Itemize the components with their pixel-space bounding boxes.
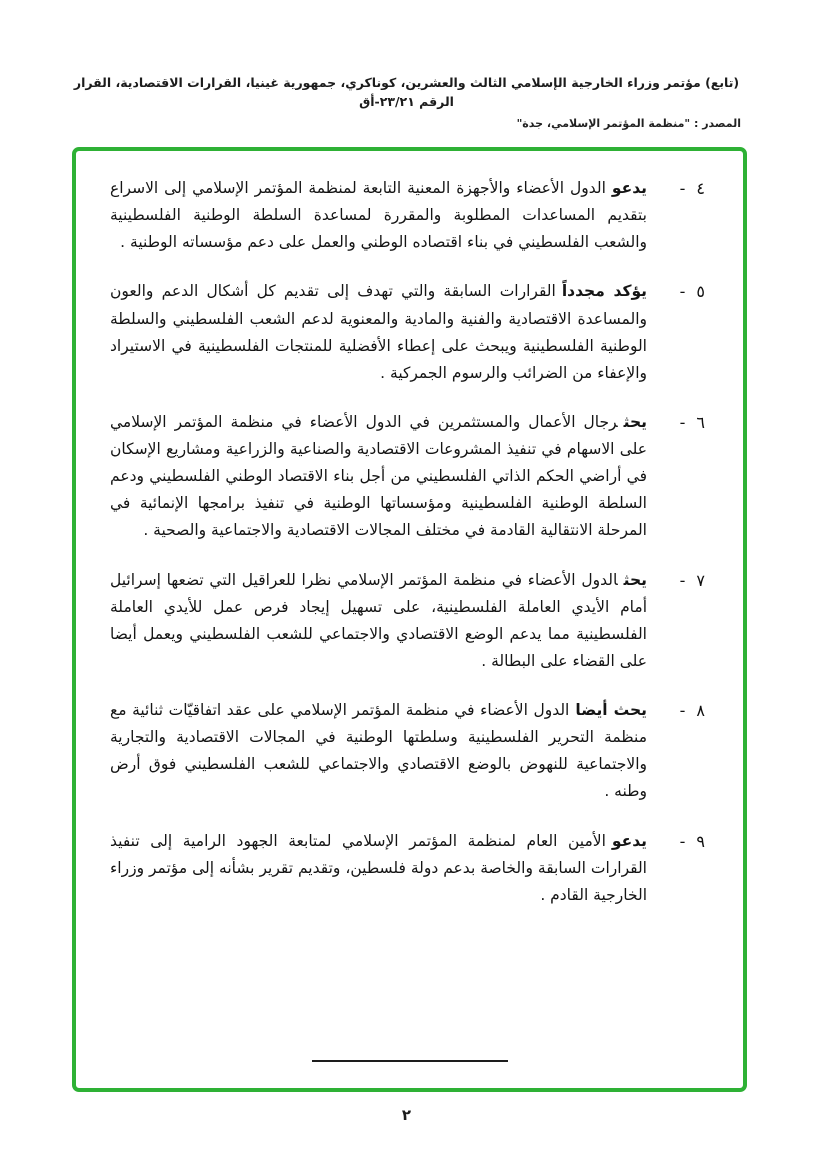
- item-number: [647, 409, 705, 545]
- number-dash: -: [679, 701, 686, 720]
- item-number-value: ٩: [696, 831, 705, 851]
- page-number: ٢: [401, 1106, 412, 1124]
- item-number-value: ٦: [696, 412, 705, 432]
- item-number-value: ٥: [696, 282, 705, 302]
- footnote-separator: [312, 1060, 508, 1062]
- item-text: [110, 409, 647, 545]
- item-body-text: الدول الأعضاء في منظمة المؤتمر الإسلامي على عقد اتفاقيّات ثنائية مع منظمة التحرير الفلسطينية وسلطتها الوطنية في المجالات الاقتصادية والتجارية والاجتماعية للنهوض بالوضع الاقتصادي والاجتماعي للشعب الفلسطيني فوق أرض وطنه .: [110, 701, 647, 801]
- number-dash: -: [679, 282, 686, 302]
- item-number-value: ٧: [696, 570, 705, 590]
- resolution-item-8: [110, 697, 705, 806]
- item-number: [647, 567, 705, 676]
- header-title: (تابع) مؤتمر وزراء الخارجية الإسلامي الثالث والعشرين، كوناكري، جمهورية غينيا، القرارات الاقتصادية، القرار الرقم ٢٣/٢١-أق: [73, 75, 740, 109]
- item-number: [647, 697, 705, 806]
- item-lead-word: يحث: [623, 570, 647, 589]
- item-text: [110, 175, 647, 256]
- item-number: [647, 278, 705, 387]
- item-lead-word: يدعو: [611, 831, 647, 850]
- number-dash: -: [679, 412, 686, 432]
- item-body-text: الدول الأعضاء في منظمة المؤتمر الإسلامي نظرا للعراقيل التي تضعها إسرائيل أمام الأيدي العاملة الفلسطينية، على تسهيل إيجاد فرص عمل للأيدي العاملة الفلسطينية مما يدعم الوضع الاقتصادي والاجتماعي للشعب الفلسطيني ويعمل أيضا على القضاء على البطالة .: [110, 570, 647, 670]
- document-header: [68, 74, 745, 130]
- item-number-value: ٤: [696, 179, 705, 198]
- item-body-text: الأمين العام لمنظمة المؤتمر الإسلامي لمتابعة الجهود الرامية إلى تنفيذ القرارات السابقة والخاصة بدعم دولة فلسطين، وتقديم تقرير بشأنه إلى مؤتمر وزراء الخارجية القادم .: [110, 831, 647, 904]
- number-dash: -: [679, 831, 686, 851]
- item-text: [110, 278, 647, 387]
- number-dash: -: [679, 570, 686, 590]
- resolution-item-7: [110, 567, 705, 676]
- number-dash: -: [679, 179, 686, 198]
- item-number: [647, 828, 705, 909]
- item-lead-word: يحث: [623, 412, 647, 431]
- item-number: [647, 175, 705, 256]
- resolution-item-5: [110, 278, 705, 387]
- item-lead-word: يدعو: [611, 179, 647, 197]
- resolution-item-6: [110, 409, 705, 545]
- item-text: [110, 828, 647, 909]
- item-lead-word: يؤكد مجدداً: [561, 282, 647, 301]
- item-text: [110, 697, 647, 806]
- item-text: [110, 567, 647, 676]
- item-lead-word: يحث أيضا: [575, 701, 647, 719]
- item-body-text: الدول الأعضاء والأجهزة المعنية التابعة لمنظمة المؤتمر الإسلامي إلى الاسراع بتقديم المساعدات المطلوبة والمقررة لمساعدة السلطة الوطنية الفلسطينية والشعب الفلسطيني في بناء اقتصاده الوطني والعمل على دعم مؤسساته الوطنية .: [110, 179, 647, 252]
- header-source: المصدر : "منظمة المؤتمر الإسلامي، جدة": [516, 116, 741, 130]
- item-number-value: ٨: [696, 701, 705, 720]
- content-frame: [72, 147, 747, 1092]
- resolution-item-4: [110, 175, 705, 256]
- item-body-text: رجال الأعمال والمستثمرين في الدول الأعضاء في منظمة المؤتمر الإسلامي على الاسهام في تنفيذ المشروعات الاقتصادية والصناعية والزراعية ومشاريع الإسكان في أراضي الحكم الذاتي الفلسطيني من أجل بناء الاقتصاد الوطني الفلسطيني ودعم السلطة الوطنية الفلسطينية ومؤسساتها الوطنية في تنفيذ برامجها الإنمائية في المرحلة الانتقالية القادمة في مختلف المجالات الاقتصادية والاجتماعية والصحية .: [110, 412, 647, 540]
- resolution-item-9: [110, 828, 705, 909]
- item-body-text: القرارات السابقة والتي تهدف إلى تقديم كل أشكال الدعم والعون والمساعدة الاقتصادية والفنية والمادية والمعنوية لدعم الشعب الفلسطيني والسلطة الوطنية الفلسطينية ويبحث على إعطاء الأفضلية للمنتجات الفلسطينية في الاستيراد والإعفاء من الضرائب والرسوم الجمركية .: [110, 282, 647, 382]
